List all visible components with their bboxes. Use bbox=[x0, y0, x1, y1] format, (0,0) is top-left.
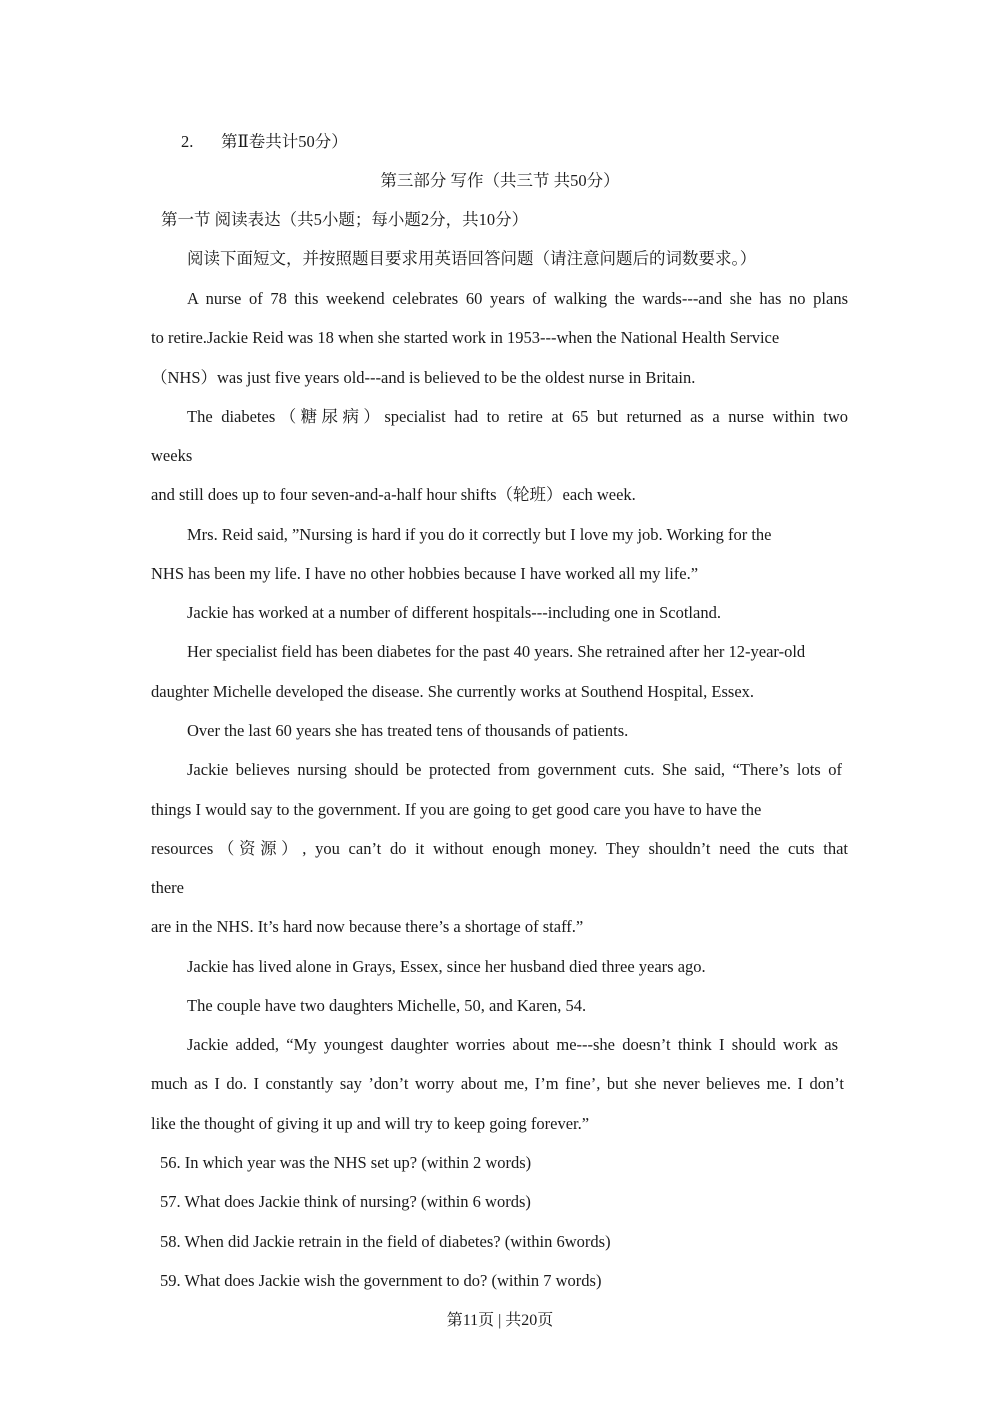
question-56: 56. In which year was the NHS set up? (within 2 words) bbox=[160, 1153, 532, 1172]
passage-line: NHS has been my life. I have no other hobbies because I have worked all my life.” bbox=[151, 564, 699, 583]
question-57: 57. What does Jackie think of nursing? (within 6 words) bbox=[160, 1192, 531, 1211]
page-number: 第11页 | 共20页 bbox=[446, 1312, 554, 1329]
subsection-title: 第一节 阅读表达（共5小题；每小题2分，共10分） bbox=[161, 210, 529, 229]
passage-line: A nurse of 78 this weekend celebrates 60 years of walking the wards---and she has no plans bbox=[187, 289, 848, 308]
passage-line: The couple have two daughters Michelle, 50, and Karen, 54. bbox=[187, 996, 587, 1015]
item-number: 2. bbox=[181, 132, 194, 151]
passage-line: Over the last 60 years she has treated tens of thousands of patients. bbox=[187, 721, 629, 740]
passage-line: weeks bbox=[151, 446, 193, 465]
passage-line: Jackie believes nursing should be protected from government cuts. She said, “There’s lots of bbox=[187, 760, 842, 779]
part-score-note: 第Ⅱ卷共计50分） bbox=[221, 132, 348, 151]
passage-line: much as I do. I constantly say ’don’t worry about me, I’m fine’, but she never believes me. I don’t bbox=[151, 1074, 844, 1093]
passage-line: Her specialist field has been diabetes for the past 40 years. She retrained after her 12-year-old bbox=[187, 642, 806, 661]
question-59: 59. What does Jackie wish the government to do? (within 7 words) bbox=[160, 1271, 602, 1290]
passage-line: there bbox=[151, 878, 184, 897]
passage-line: daughter Michelle developed the disease. She currently works at Southend Hospital, Essex. bbox=[151, 682, 755, 701]
instruction-text: 阅读下面短文，并按照题目要求用英语回答问题（请注意问题后的词数要求。） bbox=[187, 249, 757, 268]
section-title: 第三部分 写作（共三节 共50分） bbox=[380, 171, 620, 190]
passage-line: to retire.Jackie Reid was 18 when she started work in 1953---when the National Health Service bbox=[151, 328, 780, 347]
passage-line: Jackie added, “My youngest daughter worries about me---she doesn’t think I should work as bbox=[187, 1035, 838, 1054]
passage-line: things I would say to the government. If you are going to get good care you have to have the bbox=[151, 800, 762, 819]
passage-line: are in the NHS. It’s hard now because there’s a shortage of staff.” bbox=[151, 917, 584, 936]
passage-line: like the thought of giving it up and will try to keep going forever.” bbox=[151, 1114, 590, 1133]
passage-line: Jackie has lived alone in Grays, Essex, since her husband died three years ago. bbox=[187, 957, 706, 976]
passage-line: （NHS）was just five years old---and is believed to be the oldest nurse in Britain. bbox=[151, 368, 696, 387]
passage-line: and still does up to four seven-and-a-half hour shifts（轮班）each week. bbox=[151, 485, 636, 504]
passage-line: The diabetes（糖尿病）specialist had to retire at 65 but returned as a nurse within two bbox=[187, 407, 848, 426]
question-58: 58. When did Jackie retrain in the field of diabetes? (within 6words) bbox=[160, 1232, 611, 1251]
passage-line: resources（资源）, you can’t do it without enough money. They shouldn’t need the cuts that bbox=[151, 839, 848, 858]
passage-line: Mrs. Reid said, ”Nursing is hard if you do it correctly but I love my job. Working for the bbox=[187, 525, 772, 544]
passage-line: Jackie has worked at a number of different hospitals---including one in Scotland. bbox=[187, 603, 721, 622]
